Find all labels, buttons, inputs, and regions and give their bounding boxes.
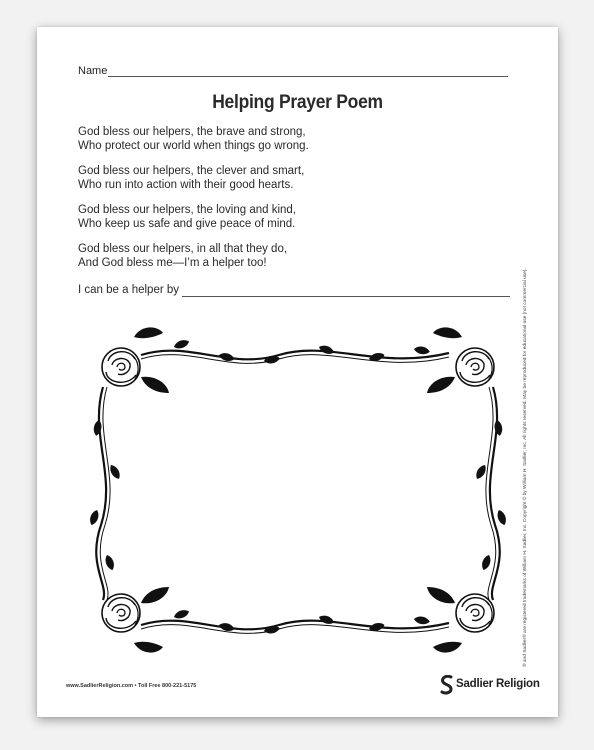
rose-frame-icon bbox=[79, 325, 517, 655]
footer-contact: www.SadlierReligion.com • Toll Free 800-221-5175 bbox=[66, 683, 197, 689]
poem bbox=[78, 125, 518, 281]
worksheet-title: Helping Prayer Poem bbox=[212, 92, 383, 113]
brand-name: Sadlier Religion bbox=[456, 678, 540, 690]
name-label: Name bbox=[78, 65, 108, 77]
name-row bbox=[78, 65, 508, 81]
poem-line: God bless our helpers, in all that they do, bbox=[78, 243, 288, 255]
helper-write-line bbox=[182, 296, 510, 297]
poem-line: Who run into action with their good hearts. bbox=[78, 179, 294, 191]
poem-line: God bless our helpers, the brave and strong, bbox=[78, 126, 306, 138]
poem-line: God bless our helpers, the clever and smart, bbox=[78, 165, 305, 177]
poem-stanza bbox=[78, 164, 518, 192]
copyright-notice: ® and Sadlier® are registered trademarks of William H. Sadlier, Inc. Copyright © by William H. Sadlier, Inc. All rights reserved. May be reproduced for educational use (not commercial use). bbox=[523, 268, 528, 667]
name-write-line bbox=[108, 76, 508, 77]
helper-row bbox=[78, 284, 508, 300]
poem-line: God bless our helpers, the loving and kind, bbox=[78, 204, 296, 216]
poem-stanza bbox=[78, 203, 518, 231]
poem-line: And God bless me—I’m a helper too! bbox=[78, 257, 267, 269]
sadlier-logo-icon bbox=[440, 675, 454, 695]
poem-stanza bbox=[78, 242, 518, 270]
poem-stanza bbox=[78, 125, 518, 153]
poem-line: Who protect our world when things go wrong. bbox=[78, 140, 309, 152]
helper-prompt: I can be a helper by bbox=[78, 284, 180, 296]
poem-line: Who keep us safe and give peace of mind. bbox=[78, 218, 296, 230]
worksheet-page bbox=[37, 27, 558, 717]
